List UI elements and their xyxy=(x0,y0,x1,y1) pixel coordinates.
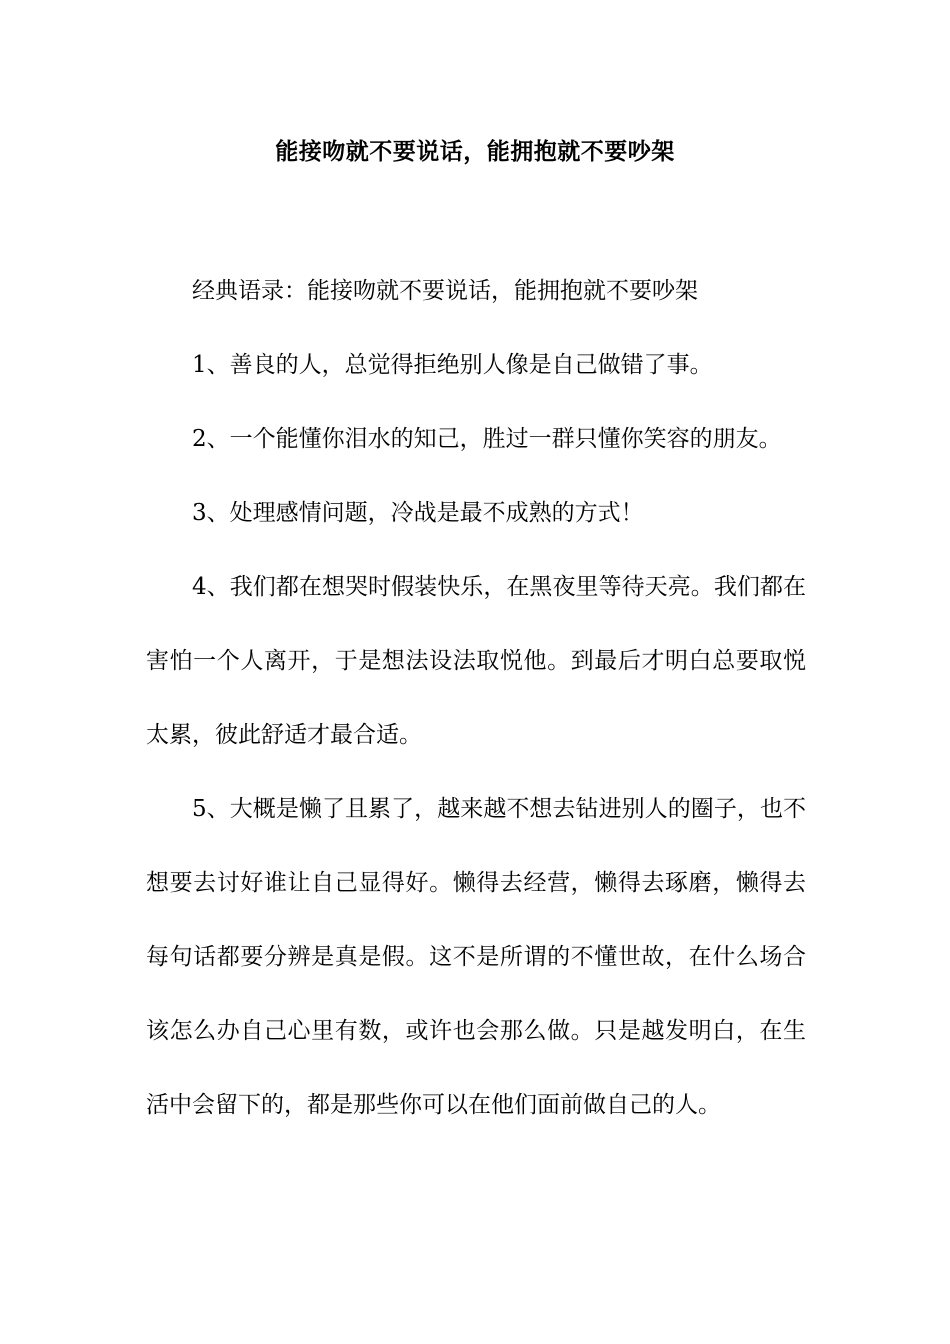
paragraph-1: 1、善良的人，总觉得拒绝别人像是自己做错了事。 xyxy=(192,352,713,378)
document-body xyxy=(146,254,806,1142)
paragraph-3: 3、处理感情问题，冷战是最不成熟的方式！ xyxy=(192,500,644,526)
paragraph-intro: 经典语录：能接吻就不要说话，能拥抱就不要吵架 xyxy=(192,278,698,304)
document-title: 能接吻就不要说话，能拥抱就不要吵架 xyxy=(275,139,675,165)
paragraph-5: 5、大概是懒了且累了，越来越不想去钻进别人的圈子，也不想要去讨好谁让自己显得好。懒得去经营，懒得去琢磨，懒得去每句话都要分辨是真是假。这不是所谓的不懂世故，在什么场合该怎么办自己心里有数，或许也会那么做。只是越发明白，在生活中会留下的，都是那些你可以在他们面前做自己的人。 xyxy=(146,796,806,1118)
paragraph-2: 2、一个能懂你泪水的知己，胜过一群只懂你笑容的朋友。 xyxy=(192,426,782,452)
paragraph-4: 4、我们都在想哭时假装快乐，在黑夜里等待天亮。我们都在害怕一个人离开，于是想法设法取悦他。到最后才明白总要取悦太累，彼此舒适才最合适。 xyxy=(146,574,806,748)
